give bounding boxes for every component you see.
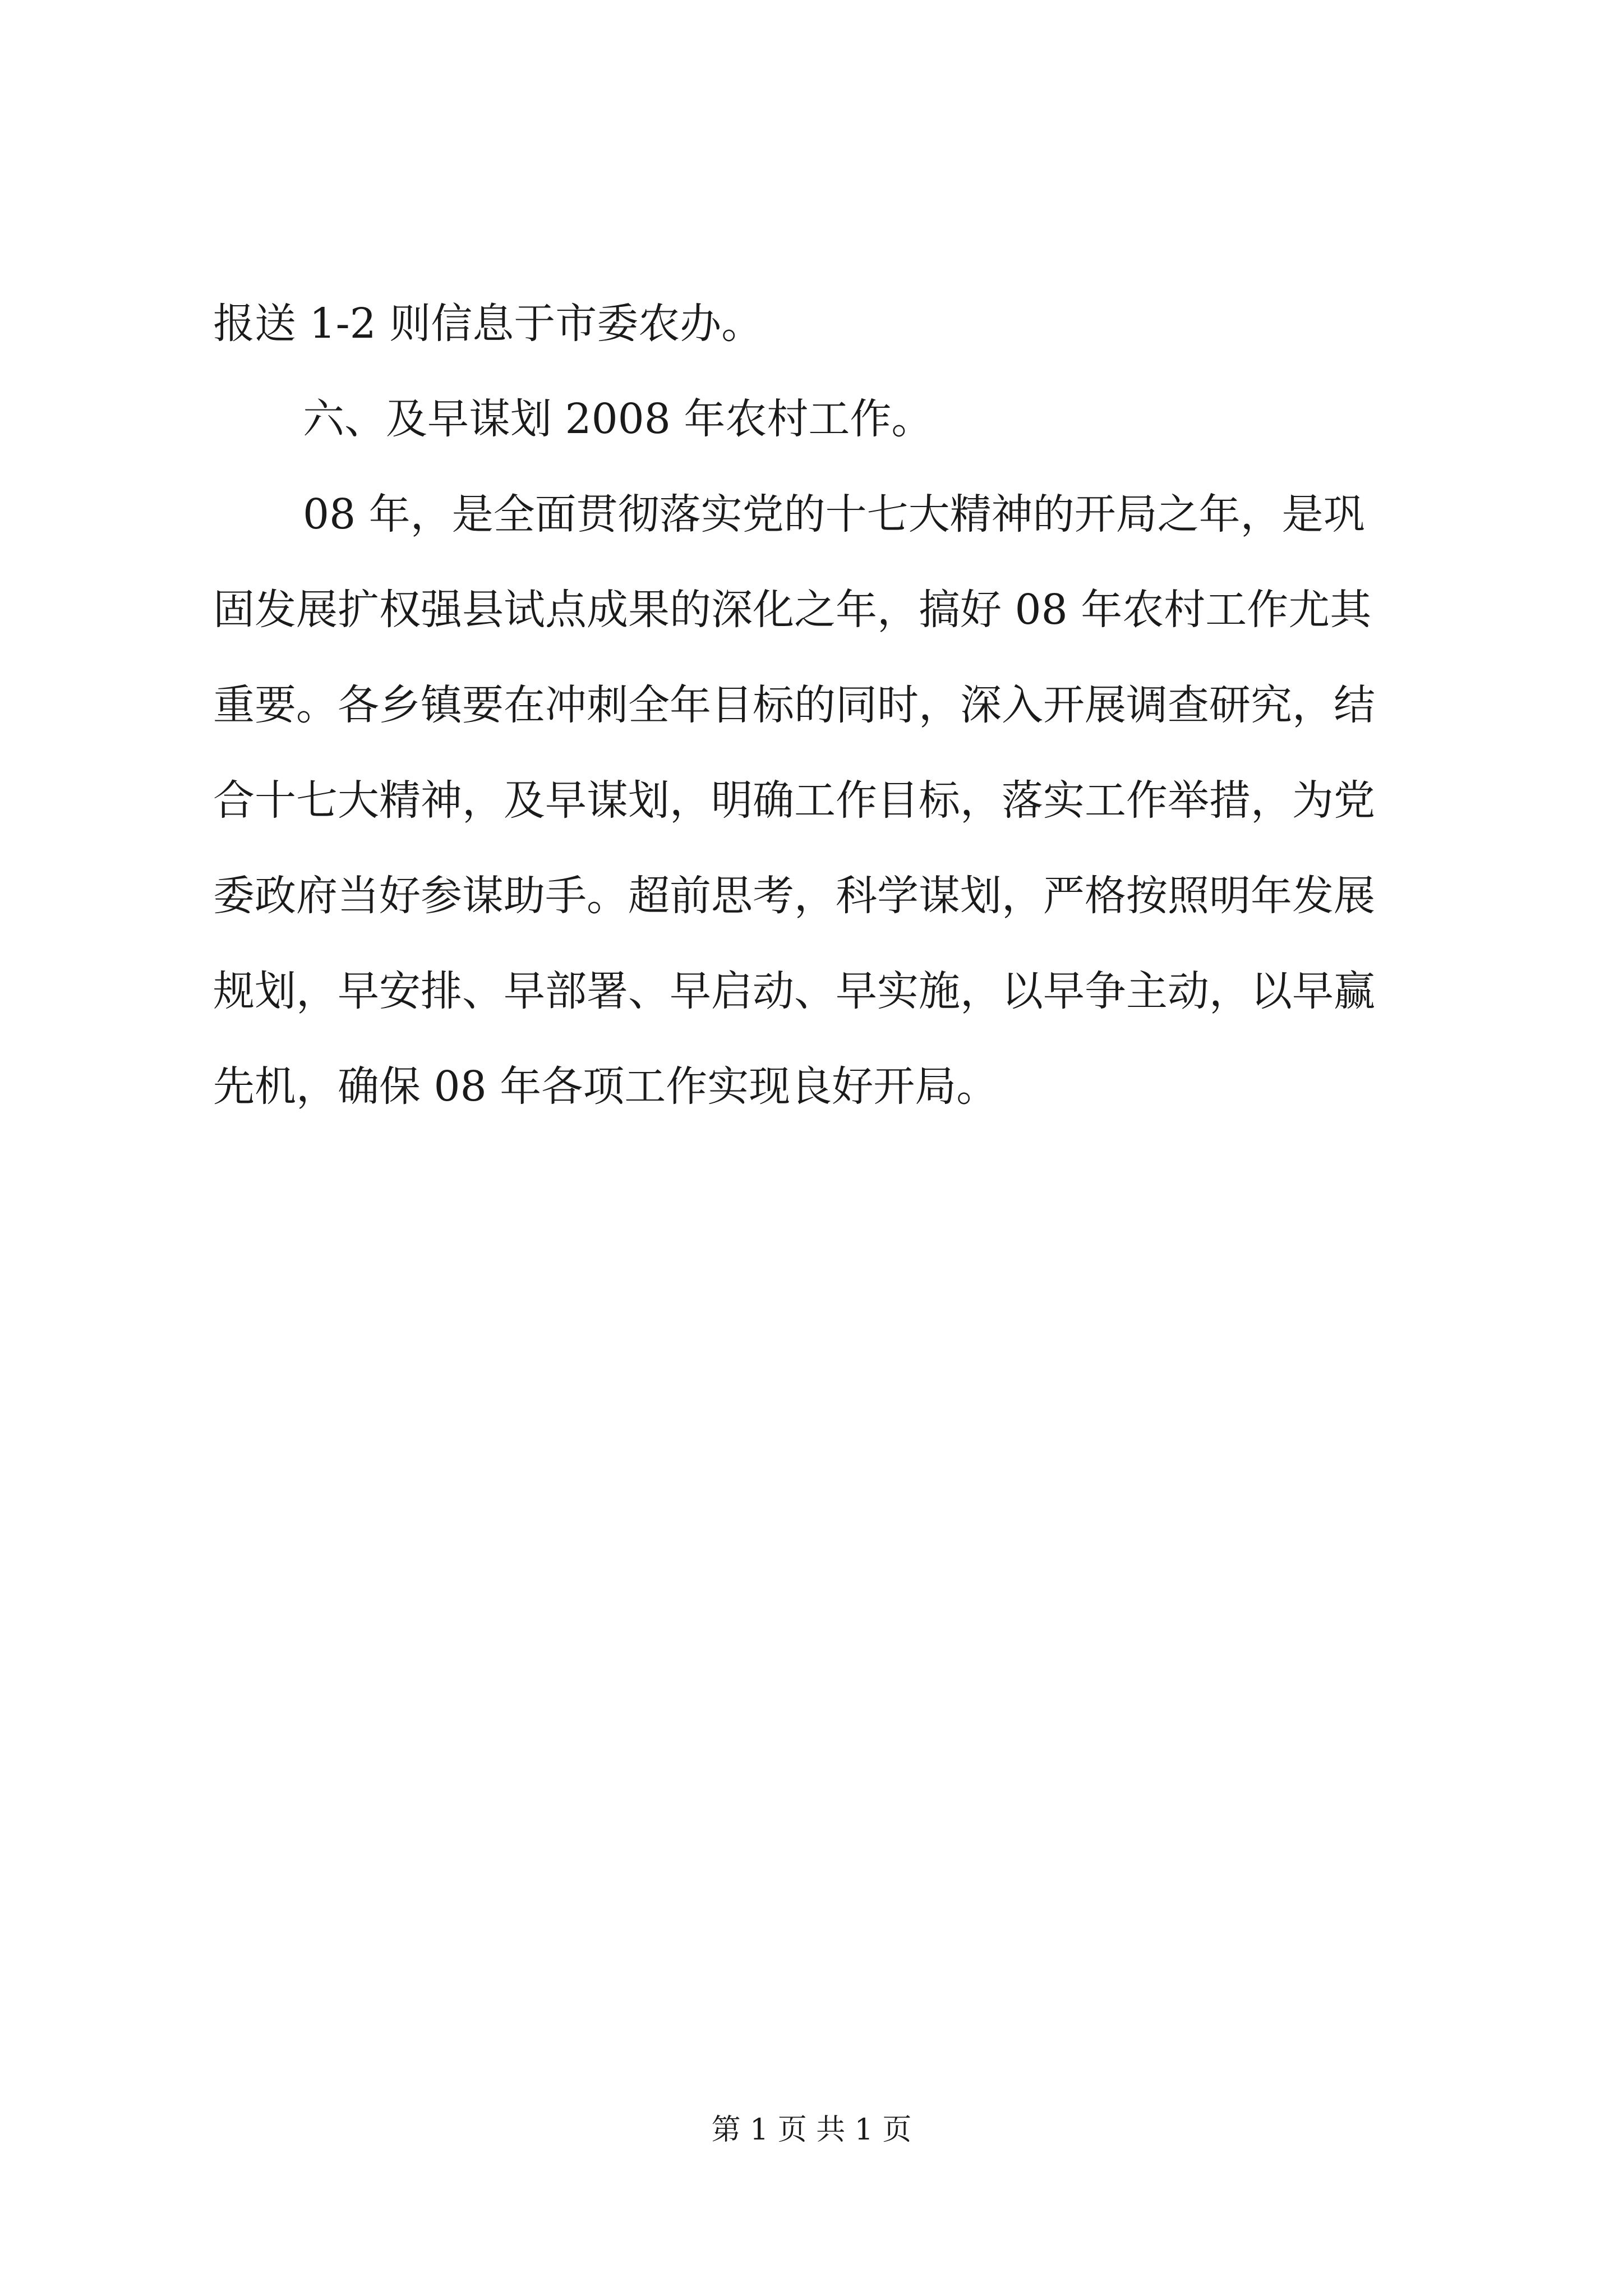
paragraph-continuation-line: 报送 1-2 则信息于市委农办。 [213, 300, 763, 348]
paragraph-line: 规划，早安排、早部署、早启动、早实施，以早争主动，以早赢 [213, 967, 1375, 1015]
paragraph-line: 合十七大精神，及早谋划，明确工作目标，落实工作举措，为党 [213, 776, 1375, 825]
page-number-label: 第 1 页 共 1 页 [711, 2113, 912, 2147]
section-heading-six: 六、及早谋划 2008 年农村工作。 [303, 395, 933, 443]
paragraph-line: 先机，确保 08 年各项工作实现良好开局。 [213, 1062, 998, 1111]
document-body [213, 297, 1424, 1113]
paragraph-line: 固发展扩权强县试点成果的深化之年，搞好 08 年农村工作尤其 [213, 586, 1372, 634]
paragraph-line: 08 年，是全面贯彻落实党的十七大精神的开局之年，是巩 [303, 490, 1365, 539]
paragraph-line: 委政府当好参谋助手。超前思考，科学谋划，严格按照明年发展 [213, 872, 1375, 920]
paragraph-line: 重要。各乡镇要在冲刺全年目标的同时，深入开展调查研究，结 [213, 681, 1375, 729]
page-footer [0, 2110, 1623, 2150]
